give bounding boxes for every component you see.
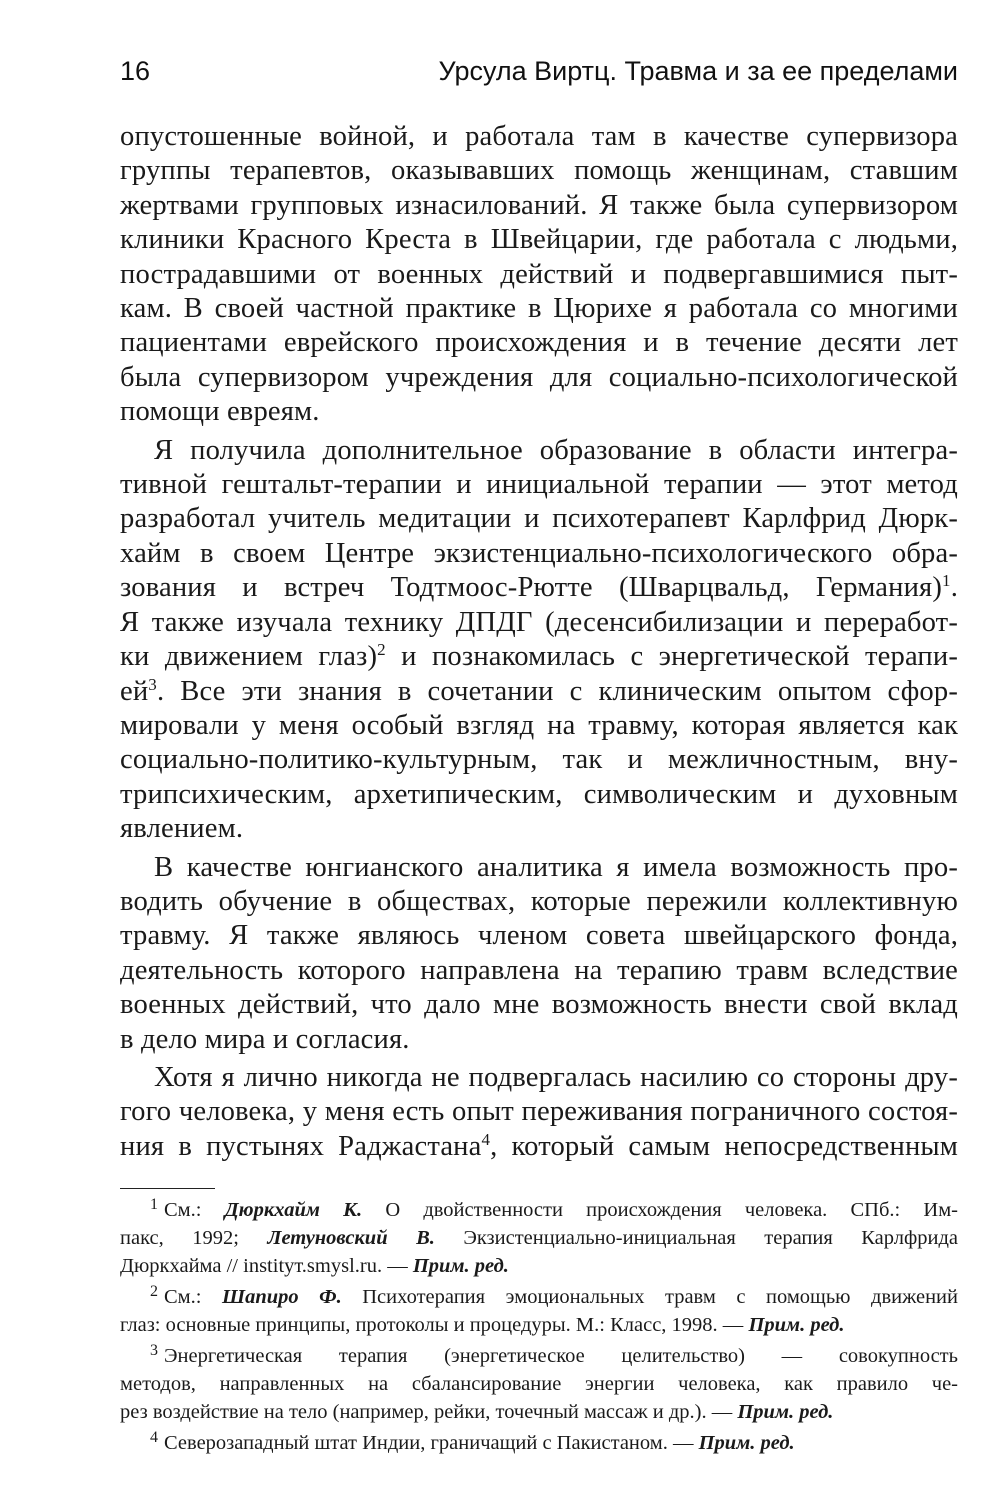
footnote-ref-1[interactable]: 1	[942, 571, 951, 591]
text-line: военных действий, что дало мне возможность внести свой вклад	[120, 989, 958, 1021]
text-line: была супервизором учреждения для социально-психологической	[120, 361, 958, 393]
text-line: разработал учитель медитации и психотерапевт Карлфрид Дюрк-	[120, 503, 958, 535]
text-line: кам. В своей частной практике в Цюрихе я работала со многими	[120, 293, 958, 325]
text-segment: См.:	[164, 1286, 222, 1308]
footnote-line	[120, 1311, 958, 1339]
paragraph-3	[120, 851, 958, 1057]
page-header	[120, 56, 958, 96]
footnote-ref-4[interactable]: 4	[481, 1129, 491, 1149]
footnote-ref-2[interactable]: 2	[377, 640, 386, 660]
footnote-2	[120, 1283, 958, 1339]
text-line: тивной гештальт-терапии и инициальной терапии — этот метод	[120, 469, 958, 501]
footnote-line	[120, 1342, 958, 1370]
text-line: клиники Красного Креста в Швейцарии, где работала с людьми,	[120, 224, 958, 256]
text-segment: ки движением глаз)	[120, 641, 378, 673]
editor-note: Прим. ред.	[698, 1432, 795, 1454]
text-segment: рез воздействие на тело (например, рейки, точечный массаж и др.). —	[120, 1401, 738, 1423]
text-line: Я получила дополнительное образование в области интегра-	[154, 434, 958, 466]
text-line: трипсихическим, архетипическим, символическим и духовным	[120, 778, 958, 810]
text-line	[120, 1130, 958, 1164]
footnote-mark: 3	[150, 1342, 158, 1359]
editor-note: Прим. ред.	[737, 1401, 834, 1423]
text-segment: См.:	[164, 1199, 225, 1221]
footnote-divider	[120, 1188, 215, 1189]
text-line: помощи евреям.	[120, 396, 320, 428]
paragraph-2	[120, 434, 958, 847]
paragraph-4	[120, 1061, 958, 1164]
footnote-ref-3[interactable]: 3	[148, 674, 157, 694]
text-segment: и познакомилась с энергетической терапи-	[385, 641, 958, 673]
text-segment: О двойственности происхождения человека. СПб.: Им-	[362, 1199, 958, 1221]
text-line	[120, 675, 958, 709]
text-segment: .	[950, 572, 958, 604]
text-line: пострадавшими от военных действий и подвергавшимися пыт-	[120, 258, 958, 290]
paragraph-1	[120, 120, 958, 430]
text-line: пациентами еврейского происхождения и в течение десяти лет	[120, 327, 958, 359]
footnote-line	[120, 1252, 958, 1280]
running-title: Урсула Виртц. Травма и за ее пределами	[438, 56, 958, 86]
text-line: опустошенные войной, и работала там в качестве супервизора	[120, 121, 958, 152]
text-line: в дело мира и согласия.	[120, 1023, 410, 1055]
author-name: Шапиро Ф.	[222, 1286, 342, 1308]
text-segment: зования и встреч Тодтмоос-Рютте (Шварцвальд, Германия)	[120, 572, 943, 604]
text-line: Я также изучала технику ДПДГ (десенсибилизации и переработ-	[120, 606, 958, 638]
footnote-mark: 1	[150, 1196, 158, 1213]
footnote-mark: 2	[150, 1283, 158, 1300]
footnote-line	[120, 1283, 958, 1311]
footnote-1	[120, 1196, 958, 1280]
footnote-line	[120, 1224, 958, 1252]
text-segment: Дюркхайма // institут.smysl.ru. —	[120, 1255, 413, 1277]
author-name: Дюркхайм К.	[224, 1199, 363, 1221]
editor-note: Прим. ред.	[412, 1255, 509, 1277]
editor-note: Прим. ред.	[748, 1314, 845, 1336]
text-segment: ния в пустынях Раджастана	[120, 1130, 482, 1162]
text-segment: пакс, 1992;	[120, 1227, 268, 1249]
footnote-4	[120, 1429, 958, 1457]
page-number: 16	[120, 56, 151, 86]
text-line: гого человека, у меня есть опыт переживания пограничного состоя-	[120, 1096, 958, 1128]
footnote-mark: 4	[150, 1429, 158, 1446]
text-segment: Северозападный штат Индии, граничащий с Пакистаном. —	[164, 1432, 699, 1454]
author-name: Летуновский В.	[267, 1227, 435, 1249]
text-segment: Психотерапия эмоциональных травм с помощью движений	[341, 1286, 959, 1308]
text-line: травму. Я также являюсь членом совета швейцарского фонда,	[120, 920, 958, 952]
text-segment: ей	[120, 675, 149, 707]
text-line: водить обучение в обществах, которые пережили коллективную	[120, 885, 958, 917]
text-line: группы терапевтов, оказывавших помощь женщинам, ставшим	[120, 155, 958, 187]
text-line: Хотя я лично никогда не подвергалась насилию со стороны дру-	[154, 1061, 958, 1093]
main-text	[120, 120, 958, 1164]
text-line	[120, 571, 958, 605]
text-segment: , который самым непосредственным	[490, 1130, 958, 1162]
text-segment: Энергетическая терапия (энергетическое целительство) — совокупность	[164, 1345, 958, 1367]
footnote-line	[120, 1398, 958, 1426]
text-line: явлением.	[120, 813, 244, 845]
text-segment: . Все эти знания в сочетании с клиническим опытом сфор-	[156, 675, 958, 707]
text-line: хайм в своем Центре экзистенциально-психологического обра-	[120, 537, 958, 569]
text-segment: глаз: основные принципы, протоколы и процедуры. М.: Класс, 1998. —	[120, 1314, 749, 1336]
footnote-line	[120, 1429, 958, 1457]
footnote-line	[120, 1196, 958, 1224]
text-line: социально-политико-культурным, так и межличностным, вну-	[120, 744, 958, 776]
text-line: жертвами групповых изнасилований. Я также была супервизором	[120, 189, 958, 221]
text-line: деятельность которого направлена на терапию травм вследствие	[120, 954, 958, 986]
footnote-3	[120, 1342, 958, 1426]
text-line	[120, 640, 958, 674]
text-line: мировали у меня особый взгляд на травму, которая является как	[120, 709, 958, 741]
text-segment: Экзистенциально-инициальная терапия Карлфрида	[434, 1227, 958, 1249]
footnote-line: методов, направленных на сбалансирование энергии человека, как правило че-	[120, 1373, 958, 1395]
footnotes	[120, 1196, 958, 1457]
text-line: В качестве юнгианского аналитика я имела возможность про-	[154, 851, 958, 883]
